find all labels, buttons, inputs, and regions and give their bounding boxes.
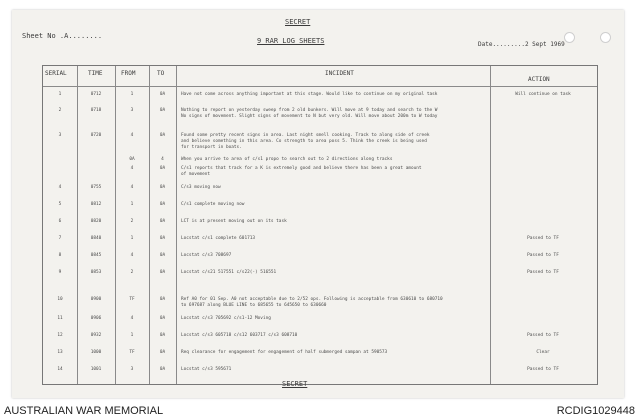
row-incident-line: for transport in boats.: [181, 145, 242, 150]
row-to: 0A: [159, 202, 166, 207]
punch-hole: [564, 32, 575, 43]
row-incident-line: Found some pretty recent signs in area. Last night smell cooking. Track to along side of creek: [181, 133, 430, 138]
row-to: 4: [161, 157, 164, 162]
row-to: 0A: [159, 270, 166, 275]
classification-bottom: SECRET: [282, 380, 308, 388]
row-incident-line: Have not come across anything important at this stage. Would like to continue on my original task: [181, 92, 438, 97]
column-header: TIME: [88, 70, 103, 77]
row-from: 4: [130, 253, 134, 258]
classification-top: SECRET: [285, 18, 311, 26]
row-from: 4: [130, 185, 134, 190]
row-action: Clear: [536, 350, 550, 355]
row-to: 0A: [159, 297, 166, 302]
row-incident-line: of movement: [181, 172, 211, 177]
row-incident-line: C/s1 complete moving now: [181, 202, 245, 207]
archive-reference: RCDIG1029448: [556, 405, 635, 417]
row-from: 3: [130, 367, 134, 372]
row-incident-line: C/s1 reports that track for a K is extremely good and believe there has been a great amount: [181, 166, 422, 171]
document-page: [12, 10, 624, 398]
row-time: 0820: [90, 219, 102, 224]
row-serial: 11: [57, 316, 63, 321]
row-action: Passed to TF: [527, 253, 559, 258]
row-serial: 13: [57, 350, 63, 355]
row-incident-line: Nothing to report on yesterday sweep from 2 old bunkers. Will move at 9 today and search to the W: [181, 108, 438, 113]
row-incident-line: Locstat c/s21 517551 c/s22(-) 516551: [181, 270, 277, 275]
row-time: 1001: [90, 367, 102, 372]
row-from: 4: [130, 133, 134, 138]
row-time: 0853: [90, 270, 102, 275]
column-header: TO: [157, 70, 165, 77]
sheet-number: Sheet No .A........: [22, 32, 103, 40]
row-serial: 7: [58, 236, 62, 241]
row-from: 1: [130, 236, 134, 241]
column-header: INCIDENT: [325, 70, 354, 77]
row-serial: 5: [58, 202, 62, 207]
row-to: 0A: [159, 92, 166, 97]
row-time: 0840: [90, 236, 102, 241]
archive-name: AUSTRALIAN WAR MEMORIAL: [4, 405, 164, 417]
row-serial: 4: [58, 185, 62, 190]
row-to: 0A: [159, 166, 166, 171]
row-to: 0A: [159, 185, 166, 190]
row-to: 0A: [159, 367, 166, 372]
row-time: 0845: [90, 253, 102, 258]
row-to: 0A: [159, 333, 166, 338]
row-serial: 6: [58, 219, 62, 224]
row-from: 4: [130, 316, 134, 321]
row-incident-line: Req clearance for engagement for engagement of half submerged sampan at 590573: [181, 350, 388, 355]
row-from: TF: [129, 350, 135, 355]
row-incident-line: Locstat c/s3 595671: [181, 367, 232, 372]
column-header: ACTION: [528, 76, 550, 83]
row-incident-line: Locstat c/s3 605718 c/s12 603717 c/s3 608710: [181, 333, 298, 338]
archive-footer: [0, 402, 639, 419]
row-incident-line: to 697687 along BLUE LINE to 685655 to 645650 to 630660: [181, 303, 327, 308]
row-to: 0A: [159, 253, 166, 258]
row-to: 0A: [159, 219, 166, 224]
row-serial: 9: [58, 270, 62, 275]
document-title: 9 RAR LOG SHEETS: [257, 37, 325, 45]
row-time: 0900: [90, 297, 102, 302]
row-from: 3: [130, 108, 134, 113]
row-to: 0A: [159, 108, 166, 113]
row-serial: 8: [58, 253, 62, 258]
column-header: SERIAL: [45, 70, 67, 77]
row-time: 0718: [90, 108, 102, 113]
row-serial: 12: [57, 333, 63, 338]
row-action: Passed to TF: [527, 236, 559, 241]
row-action: Passed to TF: [527, 270, 559, 275]
row-time: 0932: [90, 333, 102, 338]
row-incident-line: Locstat c/s1 complete 601713: [181, 236, 256, 241]
row-time: 0906: [90, 316, 102, 321]
row-serial: 1: [58, 92, 62, 97]
row-incident-line: Locstat c/s3 708697: [181, 253, 232, 258]
row-incident-line: Locstat c/s3 705692 c/s1-12 Moving: [181, 316, 271, 321]
row-from: TF: [129, 297, 135, 302]
column-header: FROM: [121, 70, 136, 77]
row-time: 1000: [90, 350, 102, 355]
row-from: 2: [130, 219, 134, 224]
row-action: Passed to TF: [527, 333, 559, 338]
row-action: Will continue on task: [515, 92, 571, 97]
row-to: 0A: [159, 350, 166, 355]
row-time: 0712: [90, 92, 102, 97]
row-serial: 3: [58, 133, 62, 138]
row-action: Passed to TF: [527, 367, 559, 372]
row-serial: 10: [57, 297, 63, 302]
row-to: 0A: [159, 236, 166, 241]
row-time: 0812: [90, 202, 102, 207]
row-from: 1: [130, 333, 134, 338]
row-from: 2: [130, 270, 134, 275]
row-incident-line: and believe something in this area. Co strength to area poss 5. Think the creek is being used: [181, 139, 427, 144]
row-incident-line: No signs of movement. Slight signs of movement to N but very old. Will move about 200m to W today: [181, 114, 438, 119]
punch-hole: [600, 32, 611, 43]
row-incident-line: Ref A0 for 01 Sep. A0 not acceptable due to 2/52 ops. Following is acceptable from 630610 to 680710: [181, 297, 443, 302]
row-from: 4: [130, 166, 134, 171]
row-incident-line: LCT is at present moving out on its task: [181, 219, 287, 224]
row-incident-line: When you arrive to area of c/s1 propo to search out to 2 directions along tracks: [181, 157, 393, 162]
log-date: Date.........2 Sept 1969: [478, 41, 565, 48]
row-time: 0755: [90, 185, 102, 190]
row-serial: 14: [57, 367, 63, 372]
row-to: 0A: [159, 133, 166, 138]
log-table: [42, 65, 598, 385]
row-time: 0720: [90, 133, 102, 138]
row-to: 0A: [159, 316, 166, 321]
row-from: 1: [130, 202, 134, 207]
row-from: 1: [130, 92, 134, 97]
row-incident-line: C/s3 moving now: [181, 185, 221, 190]
row-serial: 2: [58, 108, 62, 113]
row-from: 0A: [129, 157, 135, 162]
